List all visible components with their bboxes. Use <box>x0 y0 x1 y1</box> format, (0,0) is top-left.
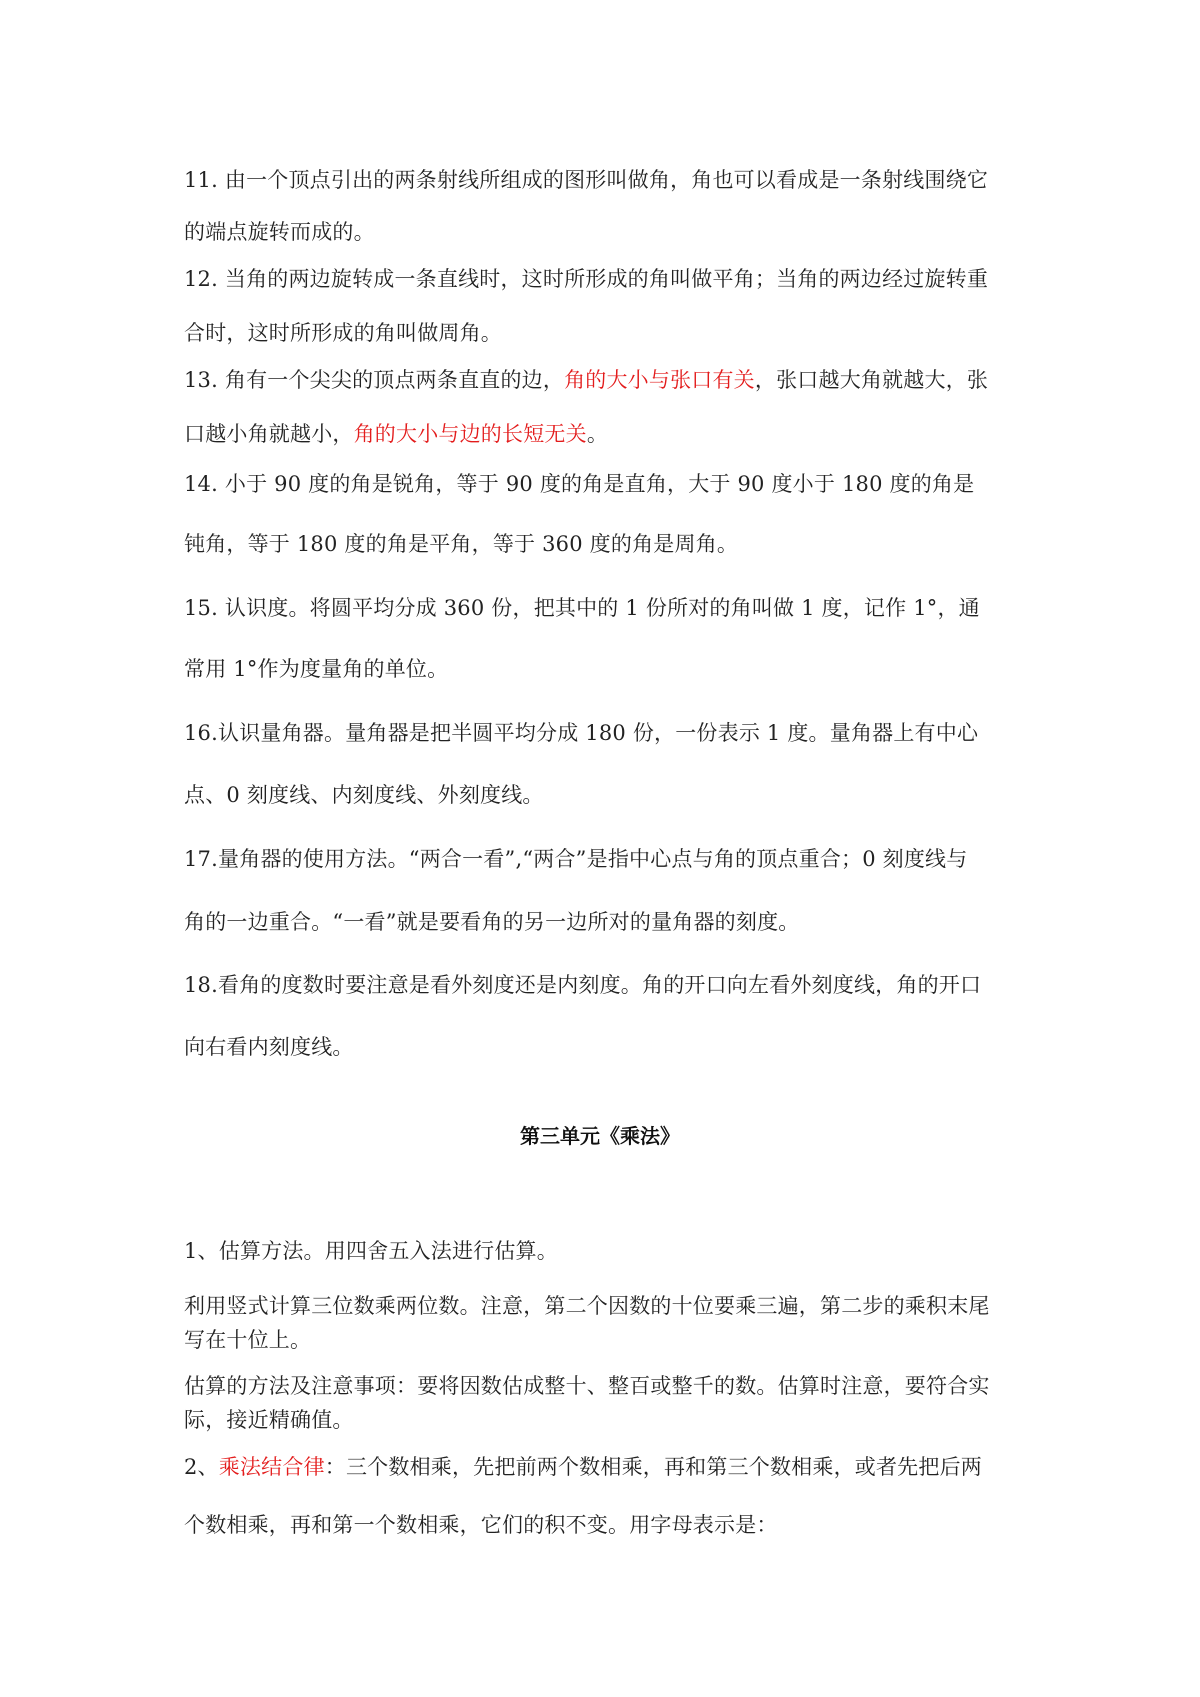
section-para-4-text-a: 2、 <box>184 1455 219 1479</box>
item-13-line-2 <box>184 420 1034 448</box>
section-para-2-line-1: 利用竖式计算三位数乘两位数。注意，第二个因数的十位要乘三遍，第二步的乘积末尾 <box>184 1294 990 1318</box>
section-para-3-line-2: 际，接近精确值。 <box>184 1408 354 1432</box>
item-13-highlight-a: 角的大小与张口有关 <box>564 368 755 392</box>
item-16-line-2: 点、0 刻度线、内刻度线、外刻度线。 <box>184 783 544 807</box>
item-14-line-2: 钝角，等于 180 度的角是平角，等于 360 度的角是周角。 <box>184 532 739 556</box>
section-heading: 第三单元《乘法》 <box>520 1124 680 1148</box>
item-11-line-2: 的端点旋转而成的。 <box>184 220 375 244</box>
item-15-line-1: 15. 认识度。将圆平均分成 360 份，把其中的 1 份所对的角叫做 1 度，记作 1°，通 <box>184 596 980 620</box>
item-12-line-2: 合时，这时所形成的角叫做周角。 <box>184 321 502 345</box>
section-para-4-line-1 <box>184 1453 1034 1481</box>
item-14-line-1: 14. 小于 90 度的角是锐角，等于 90 度的角是直角，大于 90 度小于 180 度的角是 <box>184 472 975 496</box>
item-13-text-d: 。 <box>586 422 609 446</box>
item-18-line-2: 向右看内刻度线。 <box>184 1035 354 1059</box>
item-13-text-b: ，张口越大角就越大，张 <box>754 368 989 392</box>
section-para-4-line-2: 个数相乘，再和第一个数相乘，它们的积不变。用字母表示是： <box>184 1513 778 1537</box>
item-16-line-1: 16.认识量角器。量角器是把半圆平均分成 180 份，一份表示 1 度。量角器上有中心 <box>184 721 979 745</box>
section-para-2-line-2: 写在十位上。 <box>184 1328 312 1352</box>
item-13-line-1 <box>184 366 1034 394</box>
item-13-text-c: 口越小角就越小， <box>184 422 354 446</box>
item-17-line-2: 角的一边重合。“一看”就是要看角的另一边所对的量角器的刻度。 <box>184 910 800 934</box>
section-para-1: 1、估算方法。用四舍五入法进行估算。 <box>184 1239 558 1263</box>
item-17-line-1: 17.量角器的使用方法。“两合一看”,“两合”是指中心点与角的顶点重合；0 刻度线与 <box>184 847 968 871</box>
item-13-highlight-b: 角的大小与边的长短无关 <box>353 422 587 446</box>
item-15-line-2: 常用 1°作为度量角的单位。 <box>184 657 449 681</box>
section-para-3-line-1: 估算的方法及注意事项：要将因数估成整十、整百或整千的数。估算时注意，要符合实 <box>184 1374 990 1398</box>
section-para-4-highlight: 乘法结合律 <box>218 1455 325 1479</box>
item-12-line-1: 12. 当角的两边旋转成一条直线时，这时所形成的角叫做平角；当角的两边经过旋转重 <box>184 267 989 291</box>
section-para-4-text-b: ：三个数相乘，先把前两个数相乘，再和第三个数相乘，或者先把后两 <box>324 1455 982 1479</box>
item-11-line-1: 11. 由一个顶点引出的两条射线所组成的图形叫做角，角也可以看成是一条射线围绕它 <box>184 168 989 192</box>
item-13-text-a: 13. 角有一个尖尖的顶点两条直直的边， <box>184 368 565 392</box>
item-18-line-1: 18.看角的度数时要注意是看外刻度还是内刻度。角的开口向左看外刻度线，角的开口 <box>184 973 982 997</box>
